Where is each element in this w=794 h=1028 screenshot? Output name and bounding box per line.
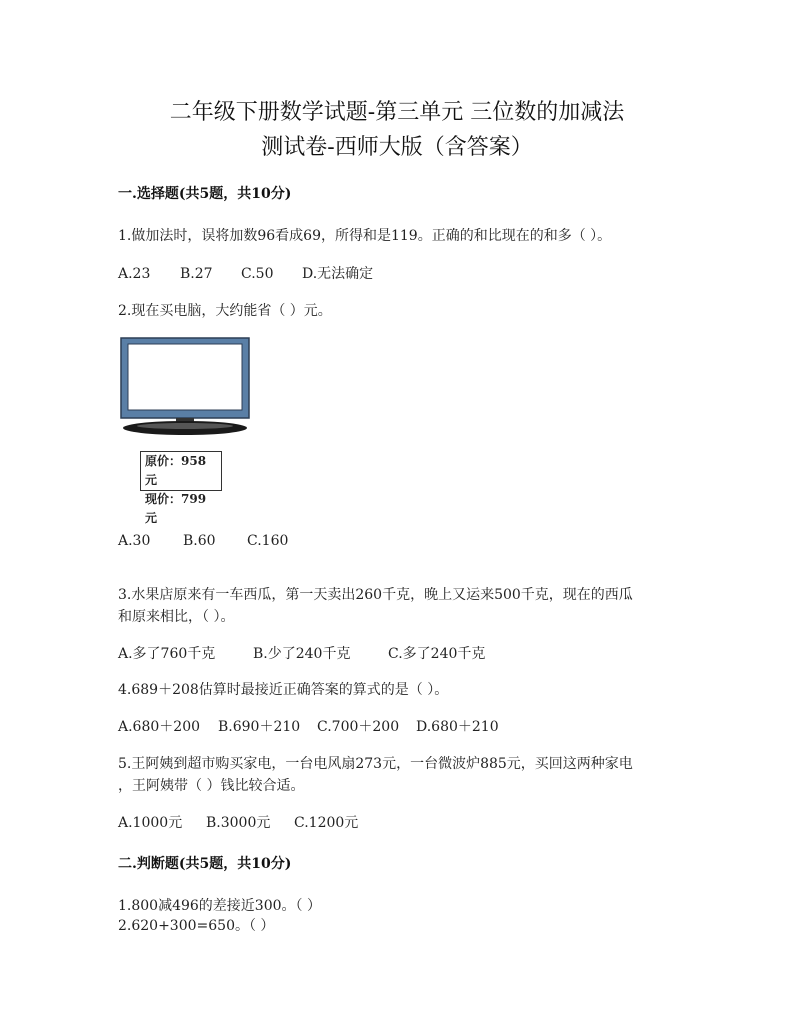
option-b: B.27 xyxy=(180,266,213,282)
question-1-4: 4.689＋208估算时最接近正确答案的算式的是（ ）。 xyxy=(118,682,449,698)
option-a: A.23 xyxy=(118,266,151,282)
option-c: C.多了240千克 xyxy=(388,646,486,662)
question-2-1: 1.800减496的差接近300。（ ） xyxy=(118,898,321,914)
option-b: B.3000元 xyxy=(206,815,271,831)
option-b: B.60 xyxy=(183,533,216,549)
option-a: A.1000元 xyxy=(118,815,183,831)
question-2-2: 2.620+300=650。（ ） xyxy=(118,918,275,934)
option-c: C.50 xyxy=(241,266,274,282)
doc-title-line1: 二年级下册数学试题-第三单元 三位数的加减法 xyxy=(169,100,625,125)
options-1-2 xyxy=(118,533,288,549)
price-original: 原价：958 元 xyxy=(145,454,207,487)
question-1-5-line2: ，王阿姨带（ ）钱比较合适。 xyxy=(118,778,305,794)
monitor-base-highlight xyxy=(137,423,233,429)
question-1-1: 1.做加法时，误将加数96看成69，所得和是119。正确的和比现在的和多（ ）。 xyxy=(118,228,612,244)
question-1-3-line2: 和原来相比，（ ）。 xyxy=(118,609,235,625)
question-1-3-line1: 3.水果店原来有一车西瓜，第一天卖出260千克，晚上又运来500千克，现在的西瓜 xyxy=(118,587,633,603)
option-b: B.少了240千克 xyxy=(253,646,351,662)
monitor-illustration xyxy=(118,335,258,439)
option-a: A.多了760千克 xyxy=(118,646,216,662)
monitor-screen xyxy=(128,344,242,410)
option-b: B.690＋210 xyxy=(218,719,301,735)
option-d: D.680＋210 xyxy=(416,719,499,735)
question-1-2: 2.现在买电脑，大约能省（ ）元。 xyxy=(118,303,332,319)
doc-title-line2: 测试卷-西师大版（含答案） xyxy=(261,135,533,160)
options-1-1 xyxy=(118,263,373,283)
section2-heading: 二.判断题(共5题，共10分) xyxy=(118,856,292,872)
options-1-4 xyxy=(118,716,499,736)
price-now: 现价：799 元 xyxy=(145,492,207,525)
option-a: A.30 xyxy=(118,533,151,549)
options-1-3 xyxy=(118,643,485,663)
section1-heading: 一.选择题(共5题，共10分) xyxy=(118,186,292,202)
option-c: C.1200元 xyxy=(294,815,359,831)
options-1-5 xyxy=(118,812,358,832)
option-d: D.无法确定 xyxy=(302,266,374,282)
option-c: C.700＋200 xyxy=(317,719,400,735)
question-1-5-line1: 5.王阿姨到超市购买家电，一台电风扇273元，一台微波炉885元，买回这两种家电 xyxy=(118,756,633,772)
price-box xyxy=(140,451,222,525)
option-a: A.680＋200 xyxy=(118,719,201,735)
option-c: C.160 xyxy=(247,533,289,549)
